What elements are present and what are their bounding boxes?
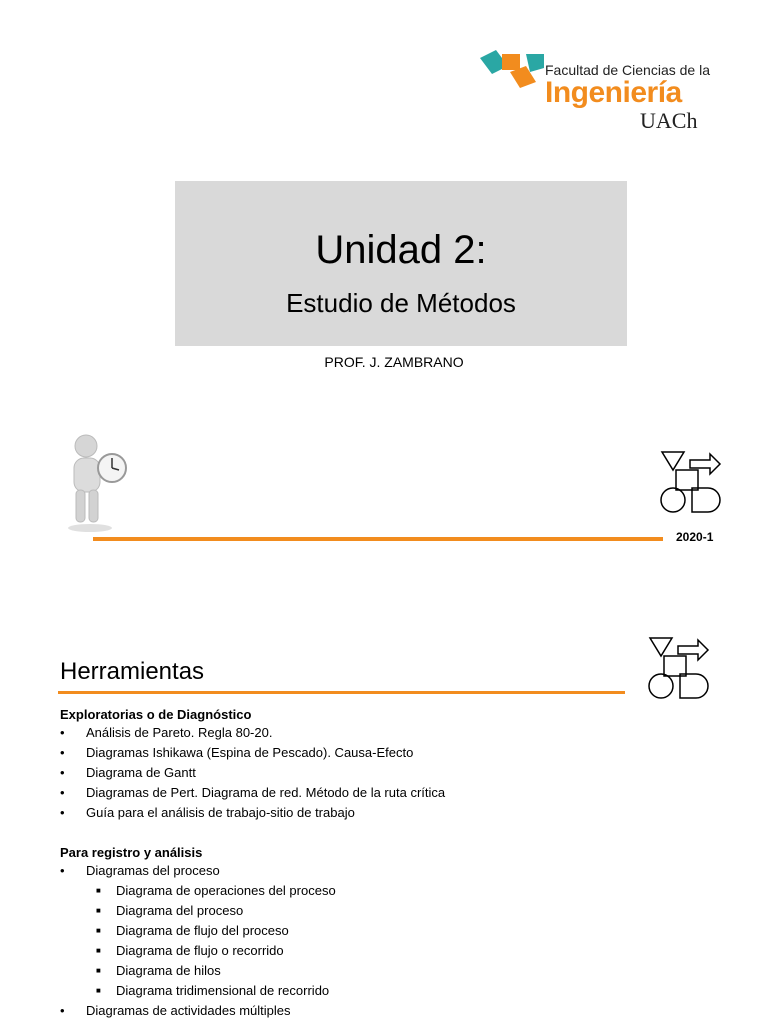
section-title-exploratory: Exploratorias o de Diagnóstico — [60, 707, 252, 722]
unit-subtitle: Estudio de Métodos — [286, 288, 516, 318]
exploratory-list — [60, 723, 445, 823]
sub-list-item: ■ Diagrama de flujo del proceso — [60, 921, 336, 941]
list-item: • Diagramas de Pert. Diagrama de red. Método de la ruta crítica — [60, 783, 445, 803]
faculty-logo-icon — [480, 48, 550, 108]
sub-list-item: ■ Diagrama del proceso — [60, 901, 336, 921]
list-item: • Diagramas del proceso — [60, 861, 336, 881]
list-item: • Guía para el análisis de trabajo-sitio de trabajo — [60, 803, 445, 823]
sub-list-item: ■ Diagrama de hilos — [60, 961, 336, 981]
list-item: • Diagrama de Gantt — [60, 763, 445, 783]
logo-faculty-text: Facultad de Ciencias de la — [545, 62, 710, 78]
section-heading: Herramientas — [60, 658, 205, 685]
sub-list-item: ■ Diagrama de flujo o recorrido — [60, 941, 336, 961]
footer-divider — [93, 537, 663, 541]
process-shapes-icon — [660, 450, 722, 516]
year-label: 2020-1 — [676, 530, 714, 544]
heading-divider — [58, 691, 625, 694]
sub-list-item: ■ Diagrama de operaciones del proceso — [60, 881, 336, 901]
registro-list — [60, 861, 336, 1021]
list-item: • Diagramas Ishikawa (Espina de Pescado). Causa-Efecto — [60, 743, 445, 763]
list-item: • Diagramas de actividades múltiples — [60, 1001, 336, 1021]
logo-ingenieria-text: Ingeniería — [545, 76, 682, 109]
logo-uach-text: UACh — [640, 108, 698, 133]
process-shapes-icon-2 — [648, 636, 710, 702]
unit-title: Unidad 2: — [315, 228, 487, 272]
person-clock-icon — [62, 432, 132, 532]
sub-list-item: ■ Diagrama tridimensional de recorrido — [60, 981, 336, 1001]
professor-name: PROF. J. ZAMBRANO — [324, 354, 464, 370]
section-title-registro: Para registro y análisis — [60, 845, 203, 860]
list-item: • Análisis de Pareto. Regla 80-20. — [60, 723, 445, 743]
